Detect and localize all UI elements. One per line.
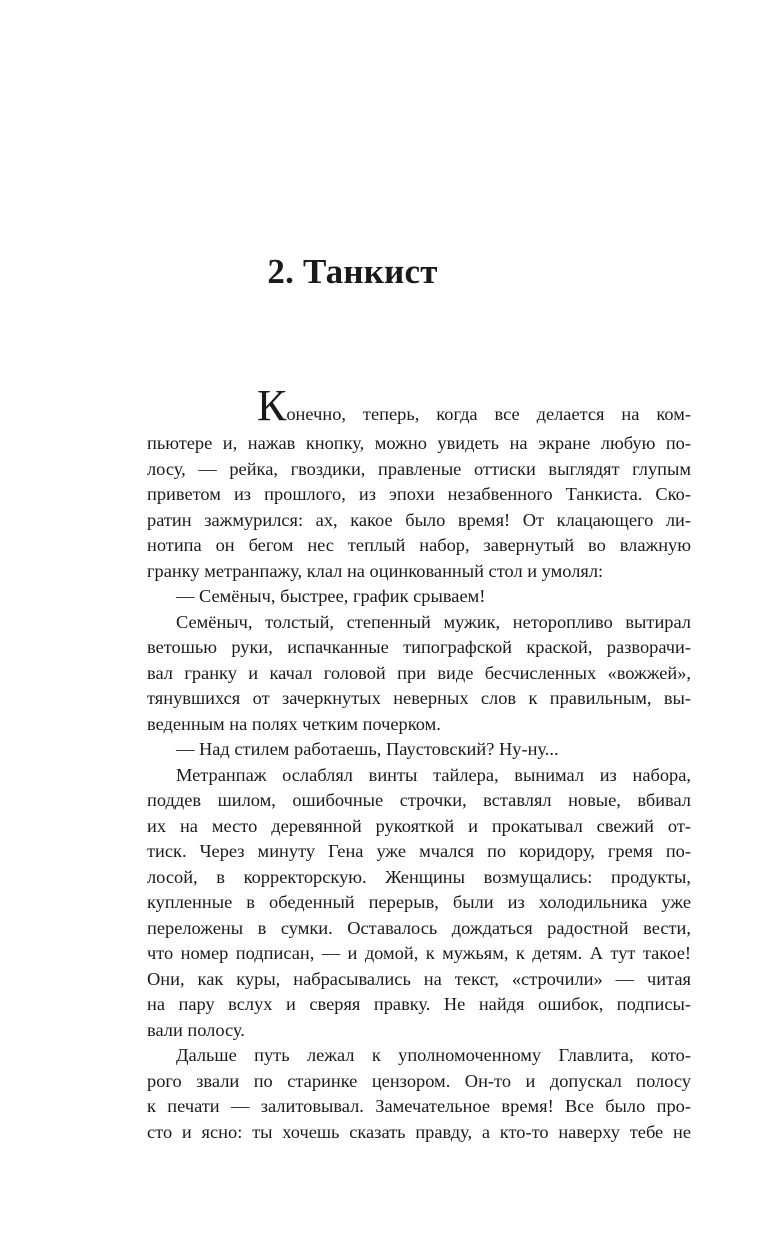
text-line: вал гранку и качал головой при виде бесчисленных «вожжей», <box>147 662 691 683</box>
text-line: на пару вслух и сверяя правку. Не найдя ошибок, подписы- <box>147 994 691 1014</box>
text-line: рого звали по старинке цензором. Он-то и допускал полосу <box>147 1070 691 1091</box>
text-line: поддев шилом, ошибочные строчки, вставлял новые, вбивал <box>147 790 691 810</box>
text-line: приветом из прошлого, из эпохи незабвенного Танкиста. Ско- <box>147 484 691 504</box>
text-line: Семёныч, толстый, степенный мужик, неторопливо вытирал <box>176 611 691 632</box>
text-line: к печати — залитовывал. Замечательное время! Все было про- <box>147 1096 691 1116</box>
text-line: нотипа он бегом нес теплый набор, завернутый во влажную <box>147 535 691 555</box>
chapter-title: 2. Танкист <box>267 252 438 291</box>
text-line: Дальше путь лежал к уполномоченному Главлита, кото- <box>176 1045 691 1065</box>
text-line: Метранпаж ослаблял винты тайлера, вынимал из набора, <box>176 764 691 785</box>
text-line: ветошью руки, испачканные типографской краской, разворачи- <box>147 637 691 657</box>
text-line: тянувшихся от зачеркнутых неверных слов к правильным, вы- <box>147 688 691 708</box>
text-line: пьютере и, нажав кнопку, можно увидеть на экране любую по- <box>147 433 691 453</box>
text-line: веденным на полях четким почерком. <box>147 713 441 734</box>
text-line: их на место деревянной рукояткой и прокатывал свежий от- <box>147 815 691 836</box>
drop-cap: К <box>257 381 287 430</box>
text-line-content: онечно, теперь, когда все делается на ком- <box>286 404 691 424</box>
text-line: гранку метранпажу, клал на оцинкованный стол и умолял: <box>147 560 604 581</box>
text-line <box>147 381 691 431</box>
chapter-body <box>147 381 691 1145</box>
text-line: вали полосу. <box>147 1019 245 1040</box>
text-line: купленные в обеденный перерыв, были из холодильника уже <box>147 892 691 912</box>
text-line: сто и ясно: ты хочешь сказать правду, а кто-то наверху тебе не <box>147 1121 691 1142</box>
text-line: что номер подписан, — и домой, к мужьям, к детям. А тут такое! <box>147 943 691 963</box>
text-line: лосу, — рейка, гвоздики, правленые оттиски выглядят глупым <box>147 458 691 479</box>
text-line: переложены в сумки. Оставалось дождаться радостной вести, <box>147 917 691 938</box>
text-line: Они, как куры, набрасывались на текст, «строчили» — читая <box>147 968 691 989</box>
dialogue-line: — Над стилем работаешь, Паустовский? Ну-ну... <box>176 739 559 759</box>
dialogue-line: — Семёныч, быстрее, график срываем! <box>176 586 486 606</box>
text-line: тиск. Через минуту Гена уже мчался по коридору, гремя по- <box>147 841 691 861</box>
text-line: лосой, в корректорскую. Женщины возмущались: продукты, <box>147 866 691 887</box>
text-line: ратин зажмурился: ах, какое было время! От клацающего ли- <box>147 509 691 530</box>
